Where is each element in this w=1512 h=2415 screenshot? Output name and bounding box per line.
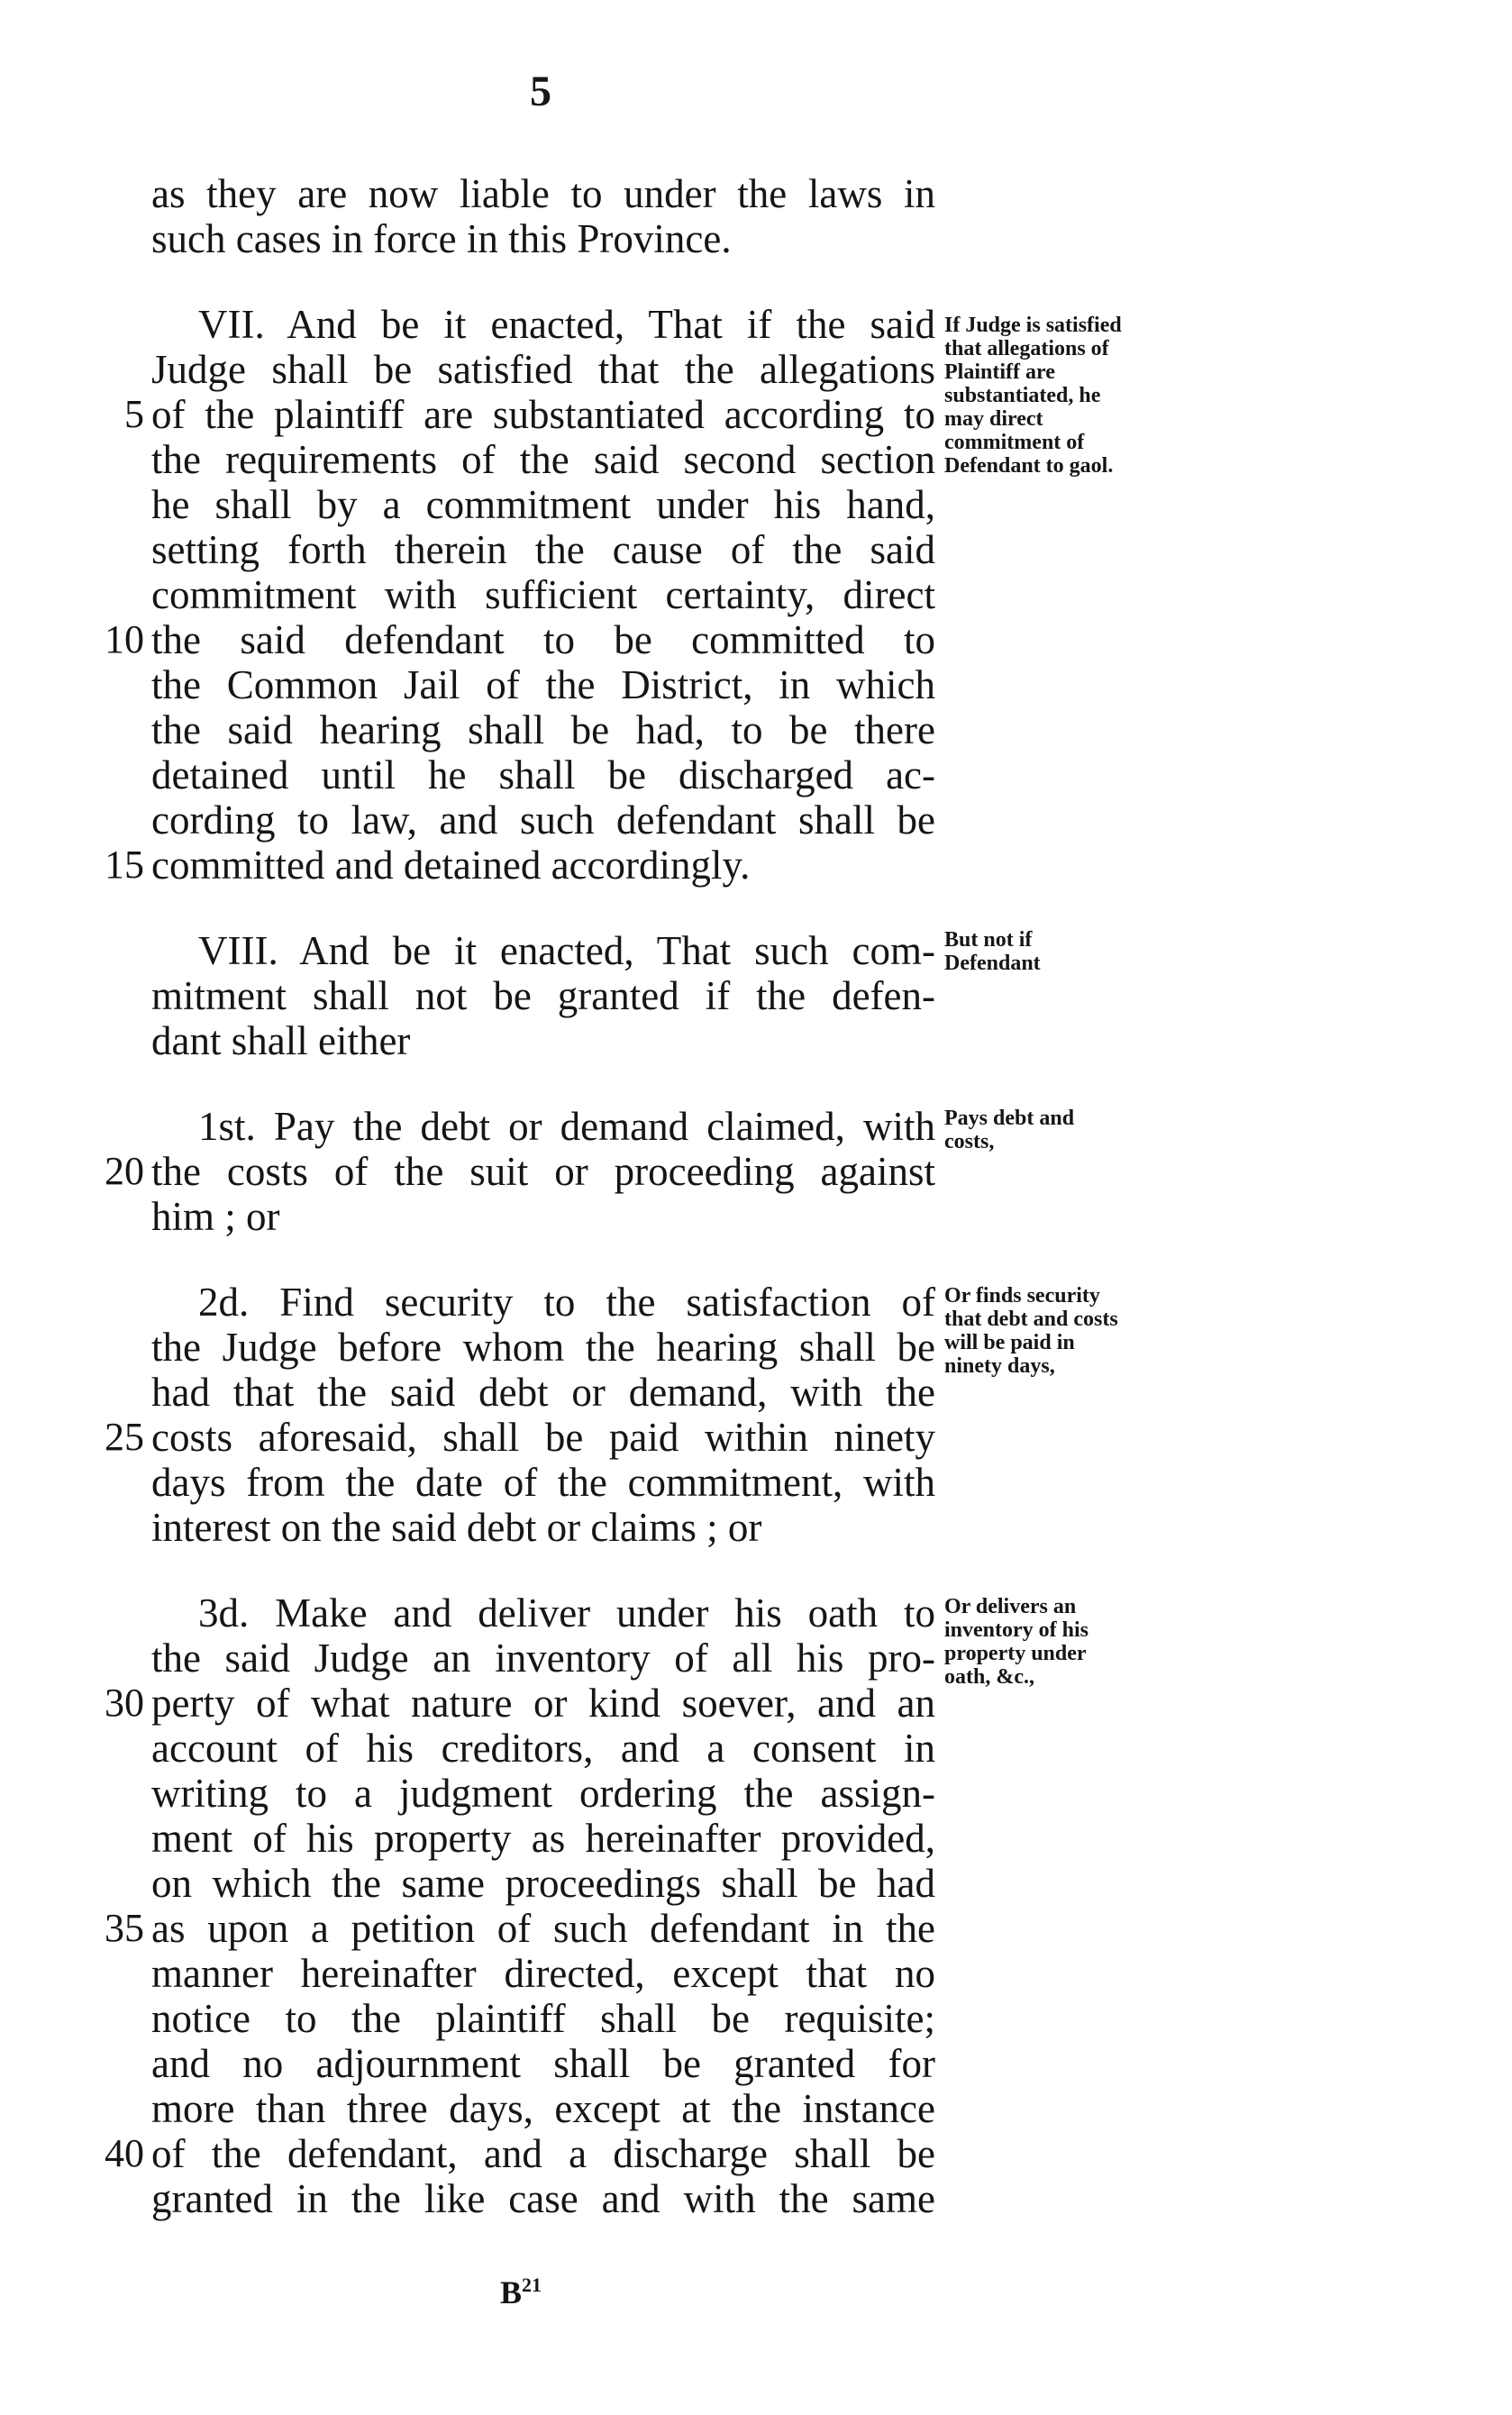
signature-mark (500, 2275, 542, 2309)
text-line: more than three days, except at the instance (151, 2086, 935, 2131)
line-number: 5 (124, 392, 144, 436)
text-line: the Judge before whom the hearing shall be (151, 1325, 935, 1370)
text-line: 3d. Make and deliver under his oath to (198, 1590, 935, 1636)
text-line: on which the same proceedings shall be had (151, 1861, 935, 1906)
text-line: had that the said debt or demand, with the (151, 1370, 935, 1415)
line-number: 40 (105, 2131, 144, 2175)
text-line: of the defendant, and a discharge shall be (151, 2131, 935, 2176)
margin-note: Or delivers an inventory of his property under oath, &c., (944, 1595, 1089, 1689)
text-line: notice to the plaintiff shall be requisite; (151, 1996, 935, 2041)
text-line: the costs of the suit or proceeding against (151, 1149, 935, 1194)
text-line: the Common Jail of the District, in which (151, 662, 935, 707)
signature-number: 21 (522, 2274, 542, 2296)
text-line: costs aforesaid, shall be paid within ninety (151, 1415, 935, 1460)
text-line: such cases in force in this Province. (151, 216, 732, 261)
text-line: ment of his property as hereinafter provided, (151, 1816, 935, 1861)
text-line: of the plaintiff are substantiated according to (151, 392, 935, 437)
section-heading-line: VIII. And be it enacted, That such com- (198, 928, 935, 973)
text-line: interest on the said debt or claims ; or (151, 1505, 762, 1550)
signature-letter: B (500, 2274, 523, 2310)
line-number: 20 (105, 1149, 144, 1193)
text-line: 2d. Find security to the satisfaction of (198, 1280, 935, 1325)
margin-note: Pays debt and costs, (944, 1107, 1075, 1153)
margin-note: If Judge is satisfied that allegations of Plaintiff are substantiated, he may direct commitment of Defendant to gaol. (944, 314, 1122, 478)
text-line: as they are now liable to under the laws in (151, 171, 935, 216)
text-line: cording to law, and such defendant shall be (151, 797, 935, 843)
text-line: granted in the like case and with the same (151, 2176, 935, 2221)
text-line: manner hereinafter directed, except that no (151, 1951, 935, 1996)
text-line: setting forth therein the cause of the said (151, 527, 935, 572)
page-number: 5 (530, 68, 551, 115)
text-line: detained until he shall be discharged ac- (151, 752, 935, 797)
section-heading-line: VII. And be it enacted, That if the said (198, 302, 935, 347)
line-number: 30 (105, 1681, 144, 1725)
line-number: 10 (105, 617, 144, 661)
text-line: committed and detained accordingly. (151, 843, 751, 888)
text-line: he shall by a commitment under his hand, (151, 482, 935, 527)
text-line: the said Judge an inventory of all his pro- (151, 1636, 935, 1681)
text-line: mitment shall not be granted if the defen- (151, 973, 935, 1018)
text-line: writing to a judgment ordering the assign- (151, 1771, 935, 1816)
text-line: account of his creditors, and a consent in (151, 1726, 935, 1771)
text-line: perty of what nature or kind soever, and an (151, 1681, 935, 1726)
text-line: the said defendant to be committed to (151, 617, 935, 662)
margin-note: Or finds security that debt and costs will be paid in ninety days, (944, 1284, 1118, 1378)
line-number: 35 (105, 1906, 144, 1950)
text-line: the said hearing shall be had, to be there (151, 707, 935, 752)
margin-note: But not if Defendant (944, 928, 1041, 975)
text-line: as upon a petition of such defendant in the (151, 1906, 935, 1951)
text-line: and no adjournment shall be granted for (151, 2041, 935, 2086)
text-line: commitment with sufficient certainty, direct (151, 572, 935, 617)
text-line: him ; or (151, 1194, 280, 1239)
text-line: 1st. Pay the debt or demand claimed, with (198, 1104, 935, 1149)
line-number: 25 (105, 1415, 144, 1459)
text-line: Judge shall be satisfied that the allegations (151, 347, 935, 392)
text-line: the requirements of the said second section (151, 437, 935, 482)
text-line: dant shall either (151, 1018, 411, 1063)
line-number: 15 (105, 843, 144, 887)
text-line: days from the date of the commitment, with (151, 1460, 935, 1505)
